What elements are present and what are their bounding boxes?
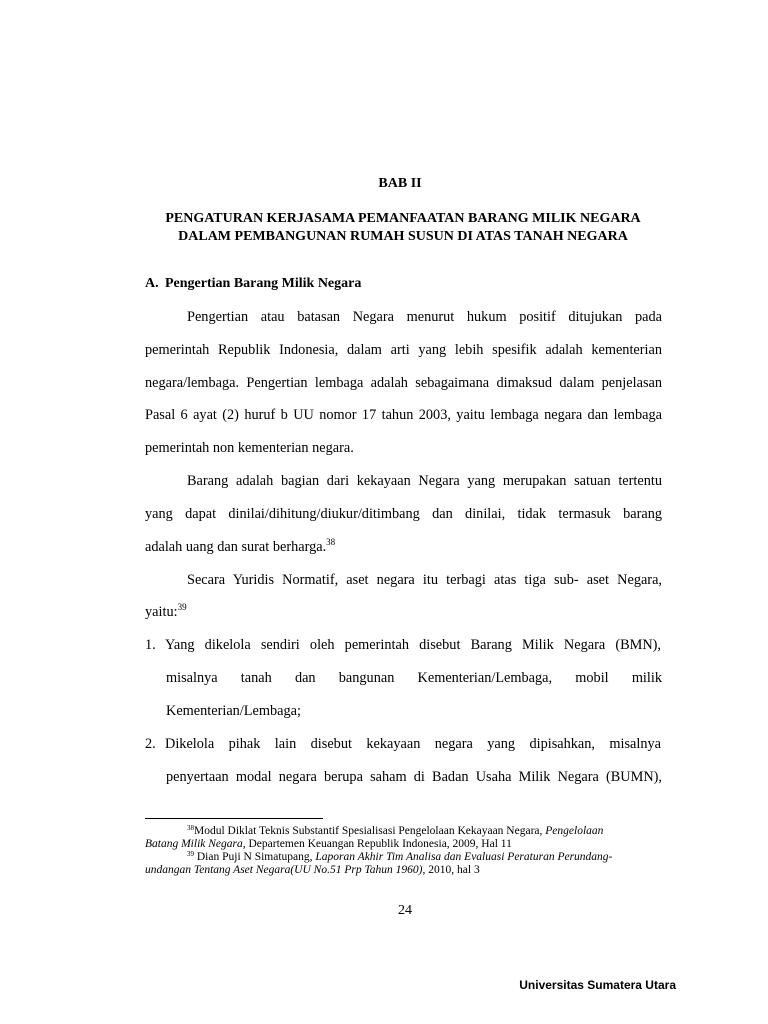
chapter-title-line: DALAM PEMBANGUNAN RUMAH SUSUN DI ATAS TANAH NEGARA (178, 229, 628, 244)
footnote-italic: Pengelolaan (545, 825, 604, 837)
body-text-line (145, 603, 662, 621)
body-text-line: yang dapat dinilai/dihitung/diukur/ditimbang dan dinilai, tidak termasuk barang (145, 506, 662, 522)
chapter-title-line: PENGATURAN KERJASAMA PEMANFAATAN BARANG MILIK NEGARA (165, 211, 641, 226)
body-text: yaitu: (145, 604, 178, 620)
footnote-text: , 2010, hal 3 (422, 864, 480, 876)
footnote-number: 39 (187, 850, 194, 858)
page-number: 24 (398, 903, 412, 918)
footnote-line (145, 838, 662, 851)
footer-university: Universitas Sumatera Utara (519, 978, 676, 992)
footnote-ref: 38 (326, 537, 336, 547)
list-item-text: penyertaan modal negara berupa saham di Badan Usaha Milik Negara (BUMN), (166, 769, 662, 785)
body-text-line: Barang adalah bagian dari kekayaan Negara yang merupakan satuan tertentu (187, 473, 662, 489)
footnote-text: Departemen Keuangan Republik Indonesia, 2009, Hal 11 (248, 838, 512, 850)
footnote-divider (145, 818, 323, 819)
footnote-italic: undangan Tentang Aset Negara(UU No.51 Prp Tahun 1960) (145, 864, 423, 876)
footnote-line (145, 864, 662, 877)
list-item-text: Kementerian/Lembaga; (166, 703, 301, 719)
body-text: adalah uang dan surat berharga. (145, 539, 327, 555)
footnote-italic: Laporan Akhir Tim Analisa dan Evaluasi Peraturan Perundang- (315, 851, 613, 863)
section-letter: A. (145, 276, 159, 291)
list-item-text: Dikelola pihak lain disebut kekayaan negara yang dipisahkan, misalnya (165, 736, 661, 752)
footnote-line (187, 851, 662, 864)
list-item-text: Yang dikelola sendiri oleh pemerintah disebut Barang Milik Negara (BMN), (165, 637, 661, 653)
list-item (145, 735, 662, 753)
body-text-line (145, 538, 662, 556)
footnote-ref: 39 (177, 602, 187, 612)
footnote-italic: Batang Milik Negara, (145, 838, 246, 850)
footnote-text: Dian Puji N Simatupang, (196, 851, 313, 863)
footnote-number: 38 (187, 824, 194, 832)
footnote-text: Modul Diklat Teknis Substantif Spesialisasi Pengelolaan Kekayaan Negara, (194, 825, 543, 837)
chapter-label: BAB II (378, 176, 422, 191)
body-text-line: Pengertian atau batasan Negara menurut hukum positif ditujukan pada (187, 309, 662, 325)
body-text-line: negara/lembaga. Pengertian lembaga adalah sebagaimana dimaksud dalam penjelasan (145, 375, 662, 391)
list-item (145, 636, 662, 654)
body-text-line: Secara Yuridis Normatif, aset negara itu terbagi atas tiga sub- aset Negara, (187, 572, 662, 588)
list-number: 2. (145, 736, 156, 752)
chapter-title (144, 210, 662, 246)
footnote-line (187, 825, 662, 838)
body-text-line: pemerintah Republik Indonesia, dalam arti yang lebih spesifik adalah kementerian (145, 342, 662, 358)
section-heading (145, 276, 361, 292)
body-text-line: Pasal 6 ayat (2) huruf b UU nomor 17 tahun 2003, yaitu lembaga negara dan lembaga (145, 407, 662, 423)
list-number: 1. (145, 637, 156, 653)
list-item-text: misalnya tanah dan bangunan Kementerian/Lembaga, mobil milik (166, 670, 662, 686)
body-text-line: pemerintah non kementerian negara. (145, 440, 354, 456)
section-title: Pengertian Barang Milik Negara (165, 276, 362, 291)
